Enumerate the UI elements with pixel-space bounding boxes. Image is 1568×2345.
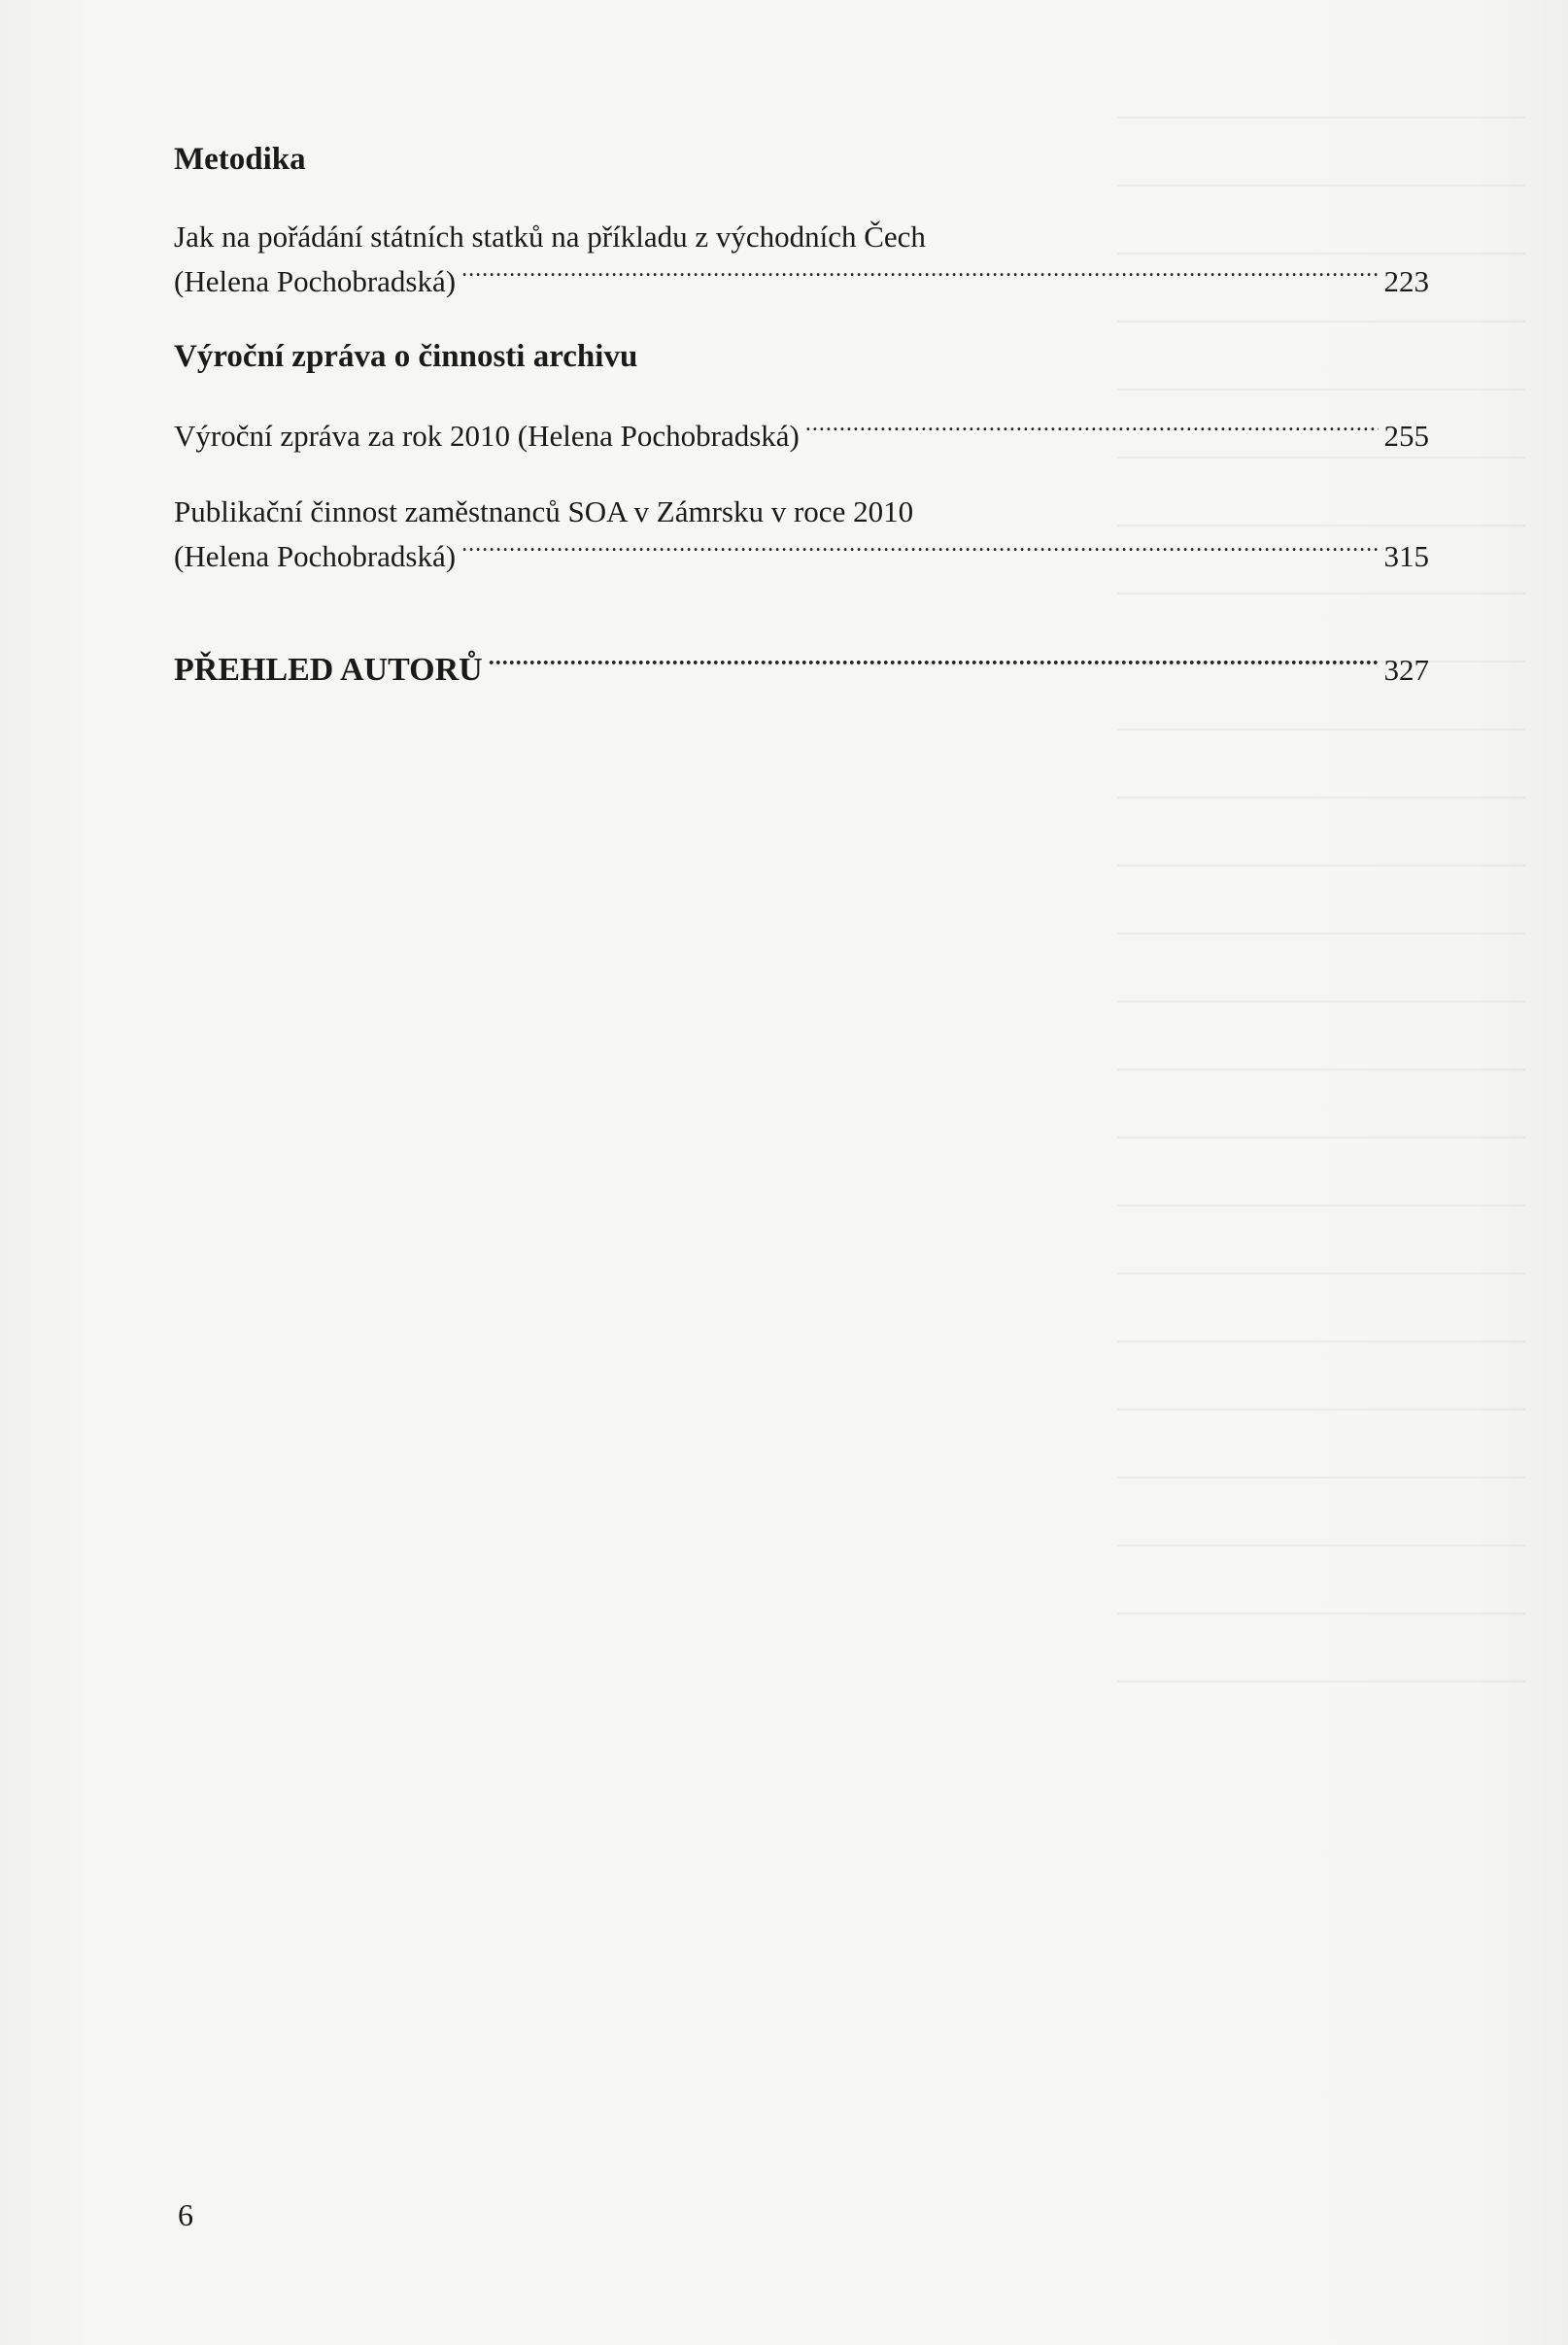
toc-entry-author: (Helena Pochobradská)	[174, 264, 457, 298]
toc-entry-publications-2010	[174, 490, 1429, 579]
section-heading-annual-report: Výroční zpráva o činnosti archivu	[174, 339, 638, 374]
toc-entry-title: Publikační činnost zaměstnanců SOA v Zámrsku v roce 2010	[174, 494, 914, 528]
toc-entry-line	[174, 414, 1429, 459]
toc-entry-author: (Helena Pochobradská)	[174, 539, 457, 573]
toc-page-number: 327	[1383, 653, 1429, 687]
page-number: 6	[178, 2197, 193, 2232]
toc-page-number: 223	[1383, 264, 1429, 298]
toc-entry-state-farms	[174, 215, 1429, 304]
dot-leader	[461, 536, 1378, 566]
toc-entry-annual-report-2010	[174, 414, 1429, 459]
toc-entry-last-line	[174, 259, 1429, 304]
table-of-contents	[174, 134, 1429, 693]
toc-page-number: 255	[1383, 419, 1429, 453]
dot-leader	[489, 647, 1379, 680]
section-heading-metodika: Metodika	[174, 142, 306, 177]
toc-page-number: 315	[1383, 539, 1429, 573]
toc-entry-authors	[174, 647, 1429, 693]
toc-entry-last-line	[174, 534, 1429, 579]
dot-leader	[805, 416, 1379, 446]
toc-entry-title: Jak na pořádání státních statků na příkladu z východních Čech	[174, 220, 926, 254]
toc-entry-title: Výroční zpráva za rok 2010 (Helena Pochobradská)	[174, 419, 800, 453]
toc-entry-title: PŘEHLED AUTORŮ	[174, 652, 483, 688]
dot-leader	[461, 261, 1378, 291]
